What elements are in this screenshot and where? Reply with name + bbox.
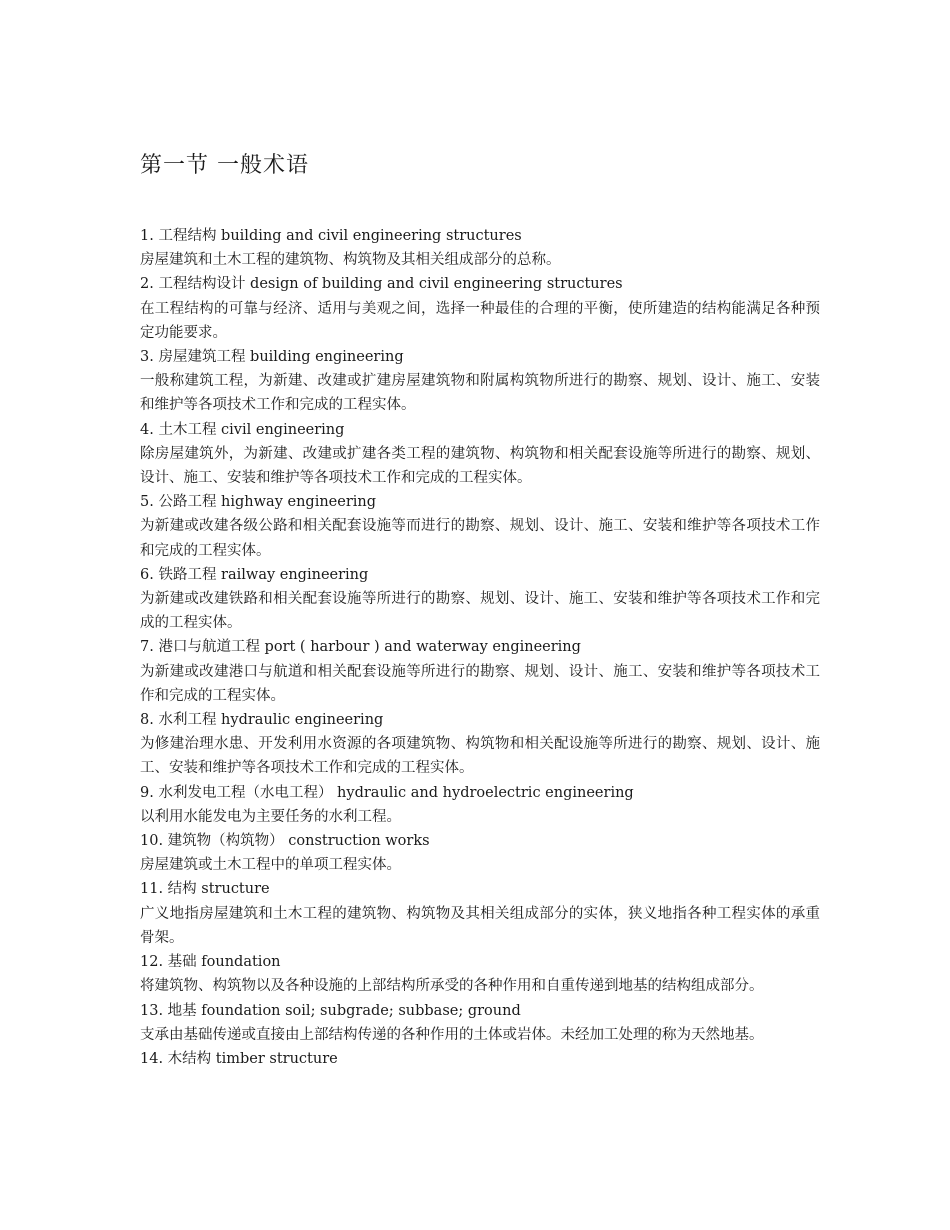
- term-heading: 7. 港口与航道工程 port ( harbour ) and waterway engineering: [140, 639, 581, 656]
- term-entry: [140, 1047, 820, 1071]
- term-entry: [140, 829, 820, 877]
- term-definition: 为新建或改建各级公路和相关配套设施等而进行的勘察、规划、设计、施工、安装和维护等各项技术工作和完成的工程实体。: [140, 518, 820, 559]
- term-heading: 1. 工程结构 building and civil engineering structures: [140, 228, 522, 244]
- term-definition: 房屋建筑或土木工程中的单项工程实体。: [140, 857, 401, 874]
- term-entry: [140, 635, 820, 708]
- term-heading: 2. 工程结构设计 design of building and civil engineering structures: [140, 276, 623, 293]
- term-heading: 11. 结构 structure: [140, 881, 270, 898]
- term-entry: [140, 345, 820, 418]
- term-definition: 广义地指房屋建筑和土木工程的建筑物、构筑物及其相关组成部分的实体，狭义地指各种工程实体的承重骨架。: [140, 905, 820, 946]
- term-heading: 14. 木结构 timber structure: [140, 1050, 338, 1067]
- term-definition: 房屋建筑和土木工程的建筑物、构筑物及其相关组成部分的总称。: [140, 252, 561, 269]
- term-definition: 为新建或改建铁路和相关配套设施等所进行的勘察、规划、设计、施工、安装和维护等各项技术工作和完成的工程实体。: [140, 591, 820, 632]
- term-definition: 为新建或改建港口与航道和相关配套设施等所进行的勘察、规划、设计、施工、安装和维护等各项技术工作和完成的工程实体。: [140, 663, 820, 704]
- term-definition: 为修建治理水患、开发利用水资源的各项建筑物、构筑物和相关配设施等所进行的勘察、规划、设计、施工、安装和维护等各项技术工作和完成的工程实体。: [140, 736, 820, 777]
- term-entry: [140, 563, 820, 636]
- term-entry: [140, 224, 820, 272]
- term-heading: 10. 建筑物（构筑物） construction works: [140, 833, 430, 850]
- term-heading: 3. 房屋建筑工程 building engineering: [140, 349, 404, 366]
- term-heading: 8. 水利工程 hydraulic engineering: [140, 712, 384, 729]
- term-list: [140, 224, 820, 1071]
- term-definition: 在工程结构的可靠与经济、适用与美观之间，选择一种最佳的合理的平衡，使所建造的结构能满足各种预定功能要求。: [140, 300, 820, 341]
- term-heading: 4. 土木工程 civil engineering: [140, 421, 345, 438]
- term-definition: 除房屋建筑外，为新建、改建或扩建各类工程的建筑物、构筑物和相关配套设施等所进行的勘察、规划、设计、施工、安装和维护等各项技术工作和完成的工程实体。: [140, 445, 820, 487]
- term-heading: 12. 基础 foundation: [140, 954, 281, 971]
- term-heading: 9. 水利发电工程（水电工程） hydraulic and hydroelectric engineering: [140, 784, 634, 801]
- term-entry: [140, 999, 820, 1047]
- term-entry: [140, 877, 820, 950]
- term-entry: [140, 418, 820, 491]
- term-definition: 一般称建筑工程，为新建、改建或扩建房屋建筑物和附属构筑物所进行的勘察、规划、设计、施工、安装和维护等各项技术工作和完成的工程实体。: [140, 373, 820, 414]
- term-definition: 支承由基础传递或直接由上部结构传递的各种作用的土体或岩体。未经加工处理的称为天然地基。: [140, 1026, 764, 1043]
- term-entry: [140, 708, 820, 781]
- term-entry: [140, 272, 820, 345]
- term-heading: 5. 公路工程 highway engineering: [140, 494, 377, 511]
- term-heading: 6. 铁路工程 railway engineering: [140, 566, 369, 583]
- term-entry: [140, 490, 820, 563]
- term-heading: 13. 地基 foundation soil; subgrade; subbase; ground: [140, 1002, 521, 1019]
- term-definition: 以利用水能发电为主要任务的水利工程。: [140, 808, 401, 825]
- section-title: 第一节 一般术语: [140, 153, 309, 178]
- term-entry: [140, 781, 820, 829]
- term-definition: 将建筑物、构筑物以及各种设施的上部结构所承受的各种作用和自重传递到地基的结构组成部分。: [140, 978, 764, 995]
- term-entry: [140, 950, 820, 998]
